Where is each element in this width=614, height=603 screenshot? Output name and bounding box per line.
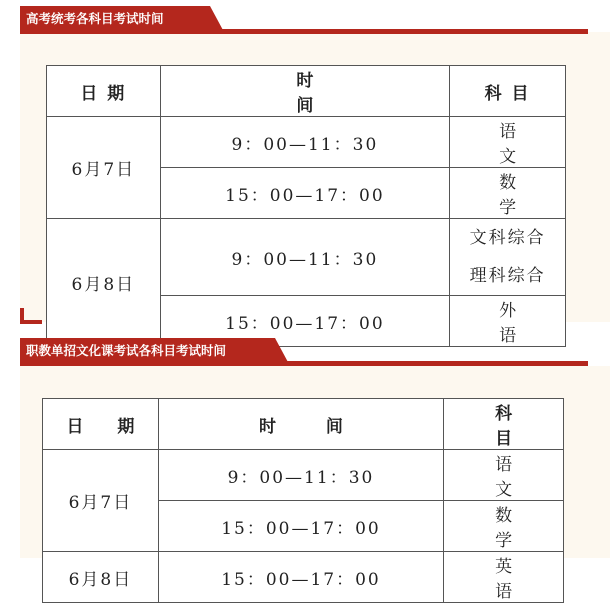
subject-cell: 数 学 — [450, 168, 566, 219]
header-time: 时 间 — [160, 66, 450, 117]
section-title-tab — [20, 338, 275, 364]
time-cell: 15：00—17：00 — [160, 168, 450, 219]
schedule-table — [42, 398, 564, 603]
subject-cell: 语 文 — [444, 450, 564, 501]
subject-cell: 语 文 — [450, 117, 566, 168]
time-cell: 15：00—17：00 — [158, 501, 443, 552]
date-cell: 6月8日 — [43, 552, 159, 603]
subject-cell: 数 学 — [444, 501, 564, 552]
date-cell: 6月7日 — [43, 450, 159, 552]
section-title: 高考统考各科目考试时间 — [26, 11, 164, 26]
subject-cell: 英 语 — [444, 552, 564, 603]
section-title-tab — [20, 6, 210, 32]
corner-decoration — [20, 320, 42, 324]
header-time: 时 间 — [158, 399, 443, 450]
header-subject: 科 目 — [444, 399, 564, 450]
schedule-table — [46, 65, 566, 347]
time-cell: 9：00—11：30 — [158, 450, 443, 501]
header-subject: 科 目 — [450, 66, 566, 117]
time-cell: 15：00—17：00 — [160, 296, 450, 347]
time-cell: 9：00—11：30 — [160, 219, 450, 296]
header-date: 日 期 — [43, 399, 159, 450]
date-cell: 6月8日 — [47, 219, 161, 347]
date-cell: 6月7日 — [47, 117, 161, 219]
subject-cell — [450, 219, 566, 296]
time-cell: 15：00—17：00 — [158, 552, 443, 603]
section-title: 职教单招文化课考试各科目考试时间 — [26, 343, 227, 358]
time-cell: 9：00—11：30 — [160, 117, 450, 168]
header-date: 日 期 — [47, 66, 161, 117]
subject-line: 理科综合 — [469, 266, 546, 286]
subject-cell: 外 语 — [450, 296, 566, 347]
subject-line: 文科综合 — [469, 228, 546, 248]
